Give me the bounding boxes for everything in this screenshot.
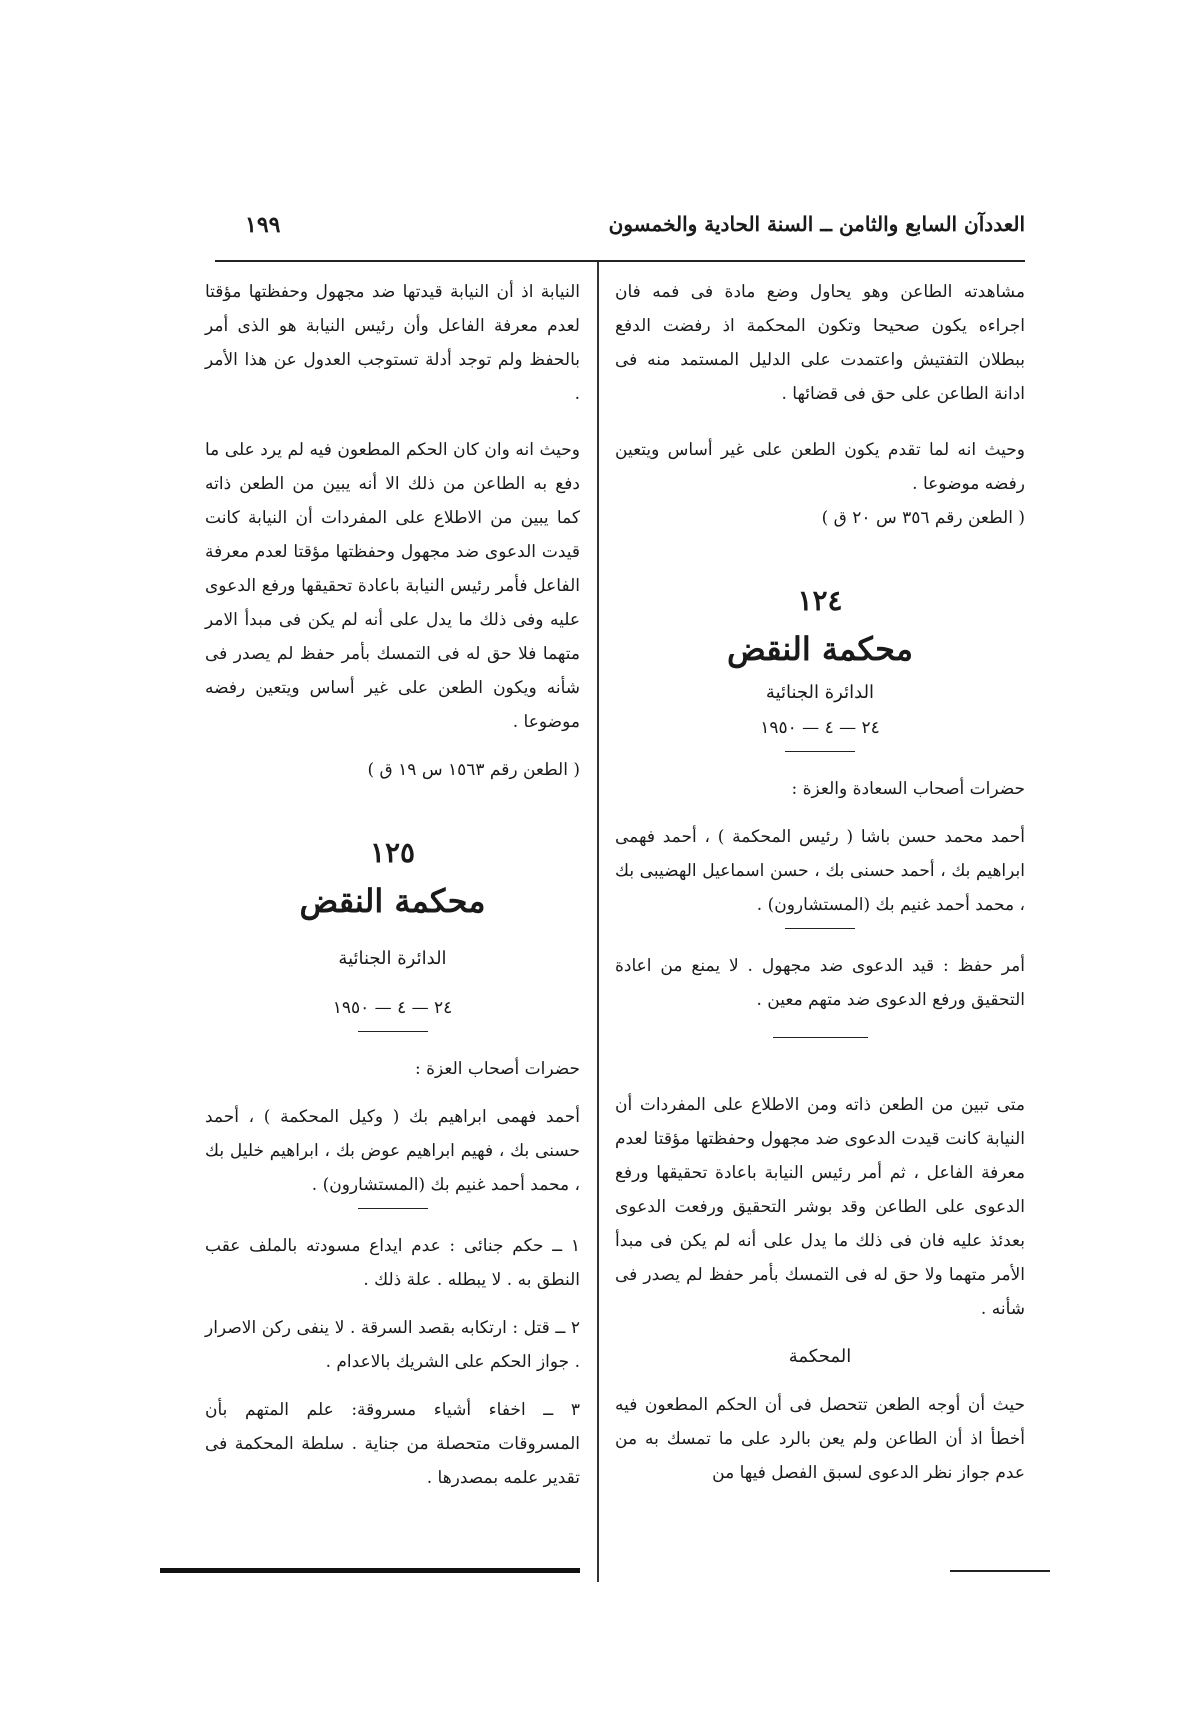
footer-rule-right xyxy=(950,1570,1050,1572)
court-name: محكمة النقض xyxy=(727,630,913,668)
decision-date: ٢٤ — ٤ — ١٩٥٠ xyxy=(760,718,880,738)
divider xyxy=(773,1037,868,1038)
divider xyxy=(785,751,855,752)
case-number: ١٢٤ xyxy=(797,584,843,617)
column-divider xyxy=(597,262,599,1582)
page-number: ١٩٩ xyxy=(245,212,281,238)
page-header xyxy=(215,212,1025,252)
case-summary: أمر حفظ : قيد الدعوى ضد مجهول . لا يمنع من اعادة التحقيق ورفع الدعوى ضد متهم معين . xyxy=(615,956,1025,1010)
case-reference: ( الطعن رقم ١٥٦٣ س ١٩ ق ) xyxy=(367,760,580,780)
attendees-list: أحمد محمد حسن باشا ( رئيس المحكمة ) ، أحمد فهمى ابراهيم بك ، أحمد حسنى بك ، حسن اسماعيل الهضيبى بك ، محمد أحمد غنيم بك (المستشارون) . xyxy=(615,827,1025,915)
divider xyxy=(358,1208,428,1209)
divider xyxy=(358,1031,428,1032)
case-number: ١٢٥ xyxy=(369,836,416,869)
attendees-list: أحمد فهمى ابراهيم بك ( وكيل المحكمة ) ، أحمد حسنى بك ، فهيم ابراهيم عوض بك ، ابراهيم خليل بك ، محمد أحمد غنيم بك (المستشارون) . xyxy=(205,1107,580,1195)
attendees-heading: حضرات أصحاب العزة : xyxy=(414,1059,580,1079)
right-column xyxy=(615,275,1025,1490)
court-name: محكمة النقض xyxy=(299,882,486,920)
paragraph: وحيث انه وان كان الحكم المطعون فيه لم يرد على ما دفع به الطاعن من ذلك الا أنه يبين من الطعن ذاته كما يبين من الاطلاع على المفردات أن النيابة كانت قيدت الدعوى ضد مجهول وحفظتها مؤقتا لعدم معرفة الفاعل فأمر رئيس النيابة باعادة تحقيقها ورفع الدعوى عليه وفى ذلك ما يدل على أنه لم يكن فى مبدأ الامر متهما فلا حق له فى التمسك بأمر حفظ لم يصدر فى شأنه ويكون الطعن على غير أساس ويتعين رفضه موضوعا . xyxy=(205,440,580,732)
paragraph: وحيث انه لما تقدم يكون الطعن على غير أساس ويتعين رفضه موضوعا . xyxy=(615,440,1025,494)
footer-rule-left xyxy=(160,1568,580,1573)
summary-item: ٢ ــ قتل : ارتكابه بقصد السرقة . لا ينفى ركن الاصرار . جواز الحكم على الشريك بالاعدام . xyxy=(205,1318,580,1372)
header-rule xyxy=(215,260,1025,262)
paragraph: مشاهدته الطاعن وهو يحاول وضع مادة فى فمه فان اجراءه يكون صحيحا وتكون المحكمة اذ رفضت الدفع ببطلان التفتيش واعتمدت على الدليل المستمد منه فى ادانة الطاعن على حق فى قضائها . xyxy=(615,282,1025,404)
circuit-name: الدائرة الجنائية xyxy=(338,948,447,969)
left-column xyxy=(205,275,580,1495)
court-section-heading: المحكمة xyxy=(788,1346,852,1367)
case-reference: ( الطعن رقم ٣٥٦ س ٢٠ ق ) xyxy=(821,508,1025,528)
circuit-name: الدائرة الجنائية xyxy=(765,682,875,703)
decision-date: ٢٤ — ٤ — ١٩٥٠ xyxy=(332,998,453,1018)
legal-principle: متى تبين من الطعن ذاته ومن الاطلاع على المفردات أن النيابة كانت قيدت الدعوى ضد مجهول وحفظتها مؤقتا لعدم معرفة الفاعل ، ثم أمر رئيس النيابة باعادة تحقيقها ورفع الدعوى على الطاعن وقد بوشر التحقيق ورفعت الدعوى بعدئذ عليه فان فى ذلك ما يدل على أنه لم يكن فى مبدأ الأمر متهما ولا حق له فى التمسك بأمر حفظ لم يصدر فى شأنه . xyxy=(615,1095,1025,1319)
attendees-heading: حضرات أصحاب السعادة والعزة : xyxy=(791,779,1025,799)
divider xyxy=(785,928,855,929)
summary-item: ١ ــ حكم جنائى : عدم ايداع مسودته بالملف عقب النطق به . لا يبطله . علة ذلك . xyxy=(205,1236,580,1290)
running-title: العددآن السابع والثامن ــ السنة الحادية والخمسون xyxy=(608,212,1025,236)
ruling-text: حيث أن أوجه الطعن تتحصل فى أن الحكم المطعون فيه أخطأ اذ أن الطاعن ولم يعن بالرد على ما تمسك به من عدم جواز نظر الدعوى لسبق الفصل فيها من xyxy=(615,1395,1025,1483)
summary-item: ٣ ــ اخفاء أشياء مسروقة: علم المتهم بأن المسروقات متحصلة من جناية . سلطة المحكمة فى تقدير علمه بمصدرها . xyxy=(205,1400,580,1488)
paragraph: النيابة اذ أن النيابة قيدتها ضد مجهول وحفظتها مؤقتا لعدم معرفة الفاعل وأن رئيس النيابة هو الذى أمر بالحفظ ولم توجد أدلة تستوجب العدول عن هذا الأمر . xyxy=(205,282,580,404)
